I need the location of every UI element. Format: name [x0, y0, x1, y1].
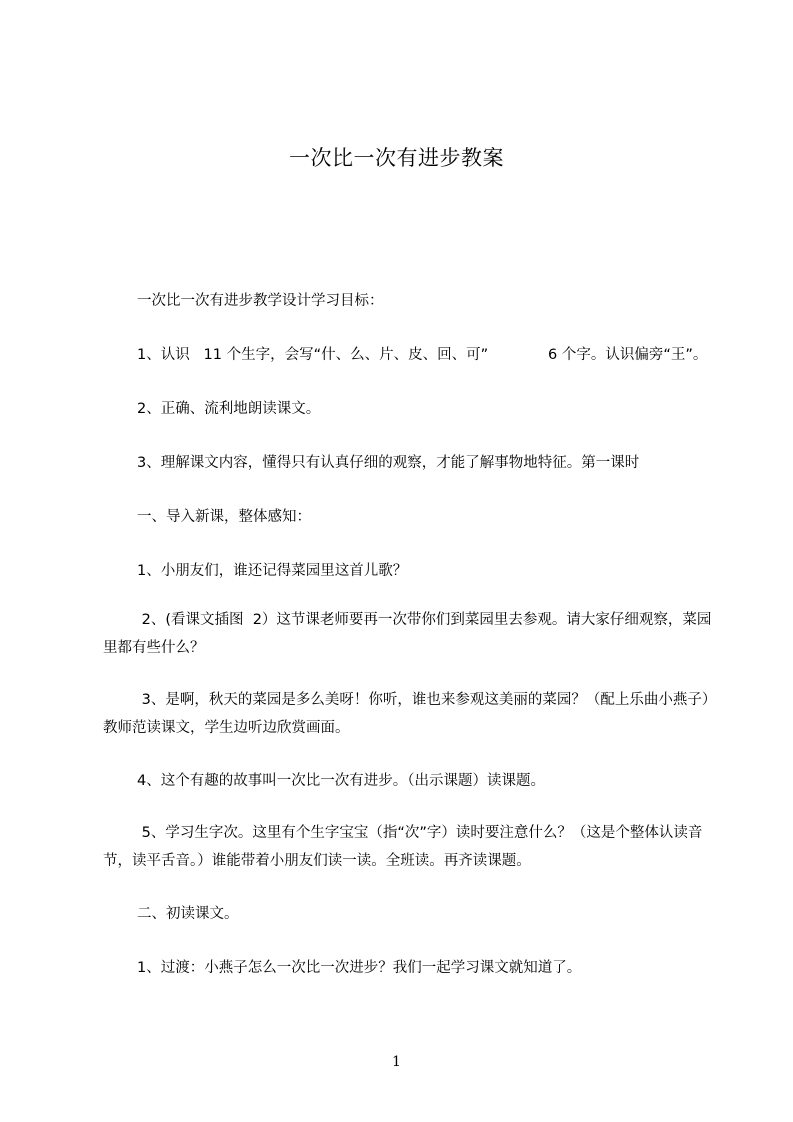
paragraph-step-1: 1、小朋友们，谁还记得菜园里这首儿歌？ [137, 563, 408, 579]
paragraph-step-2: 2、(看课文插图 2）这节课老师要再一次带你们到菜园里去参观。请大家仔细观察，菜园里都有些什么？ [103, 612, 712, 656]
paragraph-objective-1: 1、认识 11 个生字，会写“什、么、片、皮、回、可” 6 个字。认识偏旁“王”。 [137, 347, 708, 363]
paragraph-objective-2: 2、正确、流利地朗读课文。 [137, 401, 321, 417]
paragraph-section-2-heading: 二、初读课文。 [137, 906, 239, 922]
paragraph-objective-3: 3、理解课文内容，懂得只有认真仔细的观察，才能了解事物地特征。第一课时 [137, 455, 640, 471]
paragraph-step-5: 5、学习生字次。这里有个生字宝宝（指“次”字）读时要注意什么？（这是个整体认读音节，读平舌音。）谁能带着小朋友们读一读。全班读。再齐读课题。 [103, 825, 703, 869]
page-number: 1 [392, 1054, 401, 1070]
paragraph-section-2-step-1: 1、过渡：小燕子怎么一次比一次进步？我们一起学习课文就知道了。 [137, 960, 582, 976]
paragraph-step-4: 4、这个有趣的故事叫一次比一次有进步。（出示课题）读课题。 [137, 773, 545, 789]
document-title: 一次比一次有进步教案 [289, 146, 504, 170]
paragraph-objectives-heading: 一次比一次有进步教学设计学习目标： [137, 293, 384, 309]
paragraph-step-3: 3、是啊，秋天的菜园是多么美呀！你听，谁也来参观这美丽的菜园？（配上乐曲小燕子）教师范读课文，学生边听边欣赏画面。 [103, 692, 710, 736]
paragraph-section-1-heading: 一、导入新课，整体感知： [137, 509, 311, 525]
